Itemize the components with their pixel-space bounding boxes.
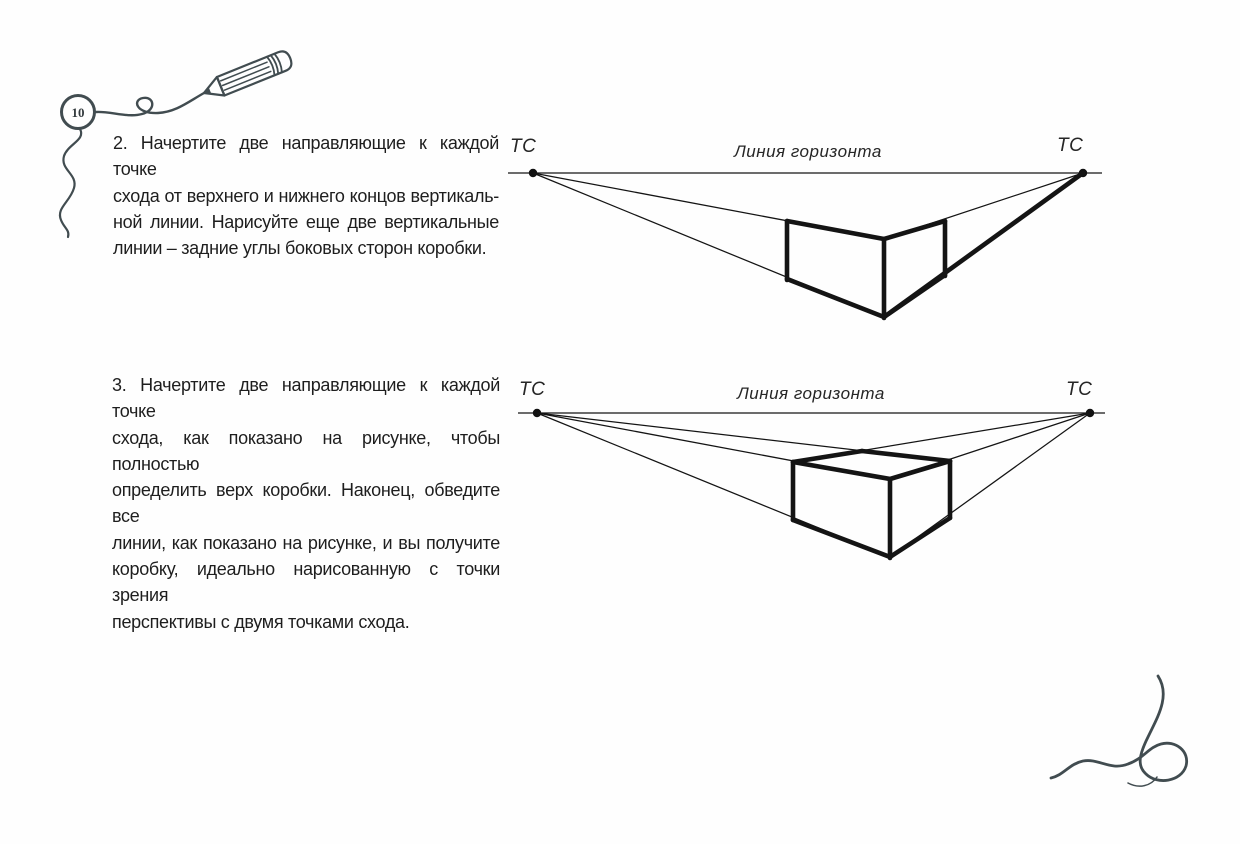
box-edges (787, 173, 1083, 318)
pencil-icon (200, 49, 294, 102)
swirl-line (1051, 676, 1187, 781)
box-edge (793, 451, 862, 462)
step-3-paragraph (112, 372, 500, 635)
step-2-paragraph (113, 130, 499, 261)
paragraph-line: линии, как показано на рисунке, и вы получите (112, 532, 500, 553)
box-edge (884, 275, 945, 317)
bottom-swirl-doodle (1040, 650, 1240, 820)
paragraph-line: коробку, идеально нарисованную с точки зрения (112, 559, 500, 606)
box-edge (890, 461, 950, 479)
horizon-label: Линия горизонта (737, 384, 885, 403)
box-edge (787, 279, 884, 317)
paragraph-line: определить верх коробки. Наконец, обведите все (112, 480, 500, 527)
squiggle-line (96, 93, 204, 115)
paragraph-line: 3. Начертите две направляющие к каждой точке (112, 375, 500, 422)
paragraph-line: схода от верхнего и нижнего концов вертикаль- (113, 185, 499, 206)
page-number: 10 (71, 105, 85, 120)
box-edge (793, 520, 890, 557)
box-edge (890, 518, 950, 557)
paragraph-line: ной линии. Нарисуйте еще две вертикальные (113, 211, 499, 232)
box-edge (793, 462, 890, 479)
box-edge (787, 221, 884, 239)
squiggle-tail (60, 129, 81, 237)
paragraph-line: линии – задние углы боковых сторон коробки. (113, 238, 487, 259)
paragraph-line: перспективы с двумя точками схода. (112, 611, 410, 632)
vp-right-label: ТС (1066, 379, 1093, 400)
paragraph-line: схода, как показано на рисунке, чтобы полностью (112, 427, 500, 474)
horizon-label: Линия горизонта (734, 142, 882, 161)
perspective-diagram-2 (500, 368, 1140, 603)
vp-right-label: ТС (1057, 135, 1084, 156)
box-edge (884, 221, 945, 239)
box-edges (793, 451, 950, 558)
vp-left-label: ТС (519, 379, 546, 400)
paragraph-line: 2. Начертите две направляющие к каждой точке (113, 133, 499, 180)
perspective-diagram-1 (500, 125, 1140, 340)
vp-left-label: ТС (510, 136, 537, 157)
box-edge (862, 451, 950, 461)
